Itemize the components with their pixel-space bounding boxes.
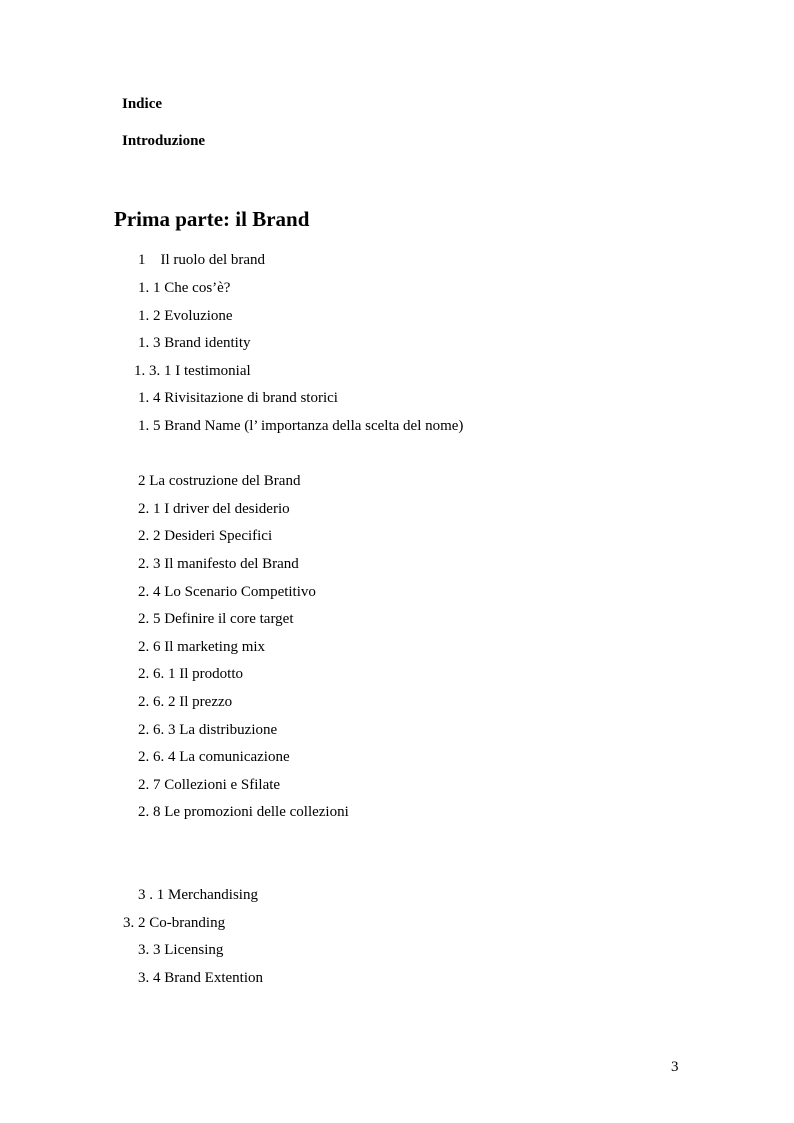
index-heading: Indice: [122, 96, 163, 112]
toc-entry: 3. 3 Licensing: [138, 942, 224, 958]
toc-entry: 2. 8 Le promozioni delle collezioni: [138, 804, 349, 820]
toc-entry: 2. 6. 2 Il prezzo: [138, 694, 233, 710]
introduction-heading: Introduzione: [122, 133, 206, 149]
toc-entry: 1. 3 Brand identity: [138, 335, 251, 351]
page-number: 3: [671, 1059, 679, 1075]
toc-entry: 1. 1 Che cos’è?: [138, 280, 231, 296]
toc-entry: 3 . 1 Merchandising: [138, 887, 258, 903]
toc-entry: 2. 6 Il marketing mix: [138, 639, 266, 655]
toc-entry: 1. 4 Rivisitazione di brand storici: [138, 390, 338, 406]
toc-entry: 2. 4 Lo Scenario Competitivo: [138, 584, 316, 600]
toc-entry: 2. 1 I driver del desiderio: [138, 501, 290, 517]
toc-entry: 2. 7 Collezioni e Sfilate: [138, 777, 281, 793]
toc-entry: 2. 3 Il manifesto del Brand: [138, 556, 299, 572]
part-title: Prima parte: il Brand: [114, 207, 310, 231]
toc-entry: 1. 3. 1 I testimonial: [134, 363, 251, 379]
toc-entry: 3. 2 Co-branding: [123, 915, 226, 931]
toc-entry: 2 La costruzione del Brand: [138, 473, 301, 489]
toc-entry: 1. 5 Brand Name (l’ importanza della scelta del nome): [138, 418, 464, 434]
toc-entry: 2. 6. 3 La distribuzione: [138, 722, 278, 738]
toc-entry: 2. 6. 1 Il prodotto: [138, 666, 243, 682]
toc-entry: 3. 4 Brand Extention: [138, 970, 263, 986]
toc-entry: 2. 2 Desideri Specifici: [138, 528, 273, 544]
toc-entry: 1 Il ruolo del brand: [138, 252, 266, 268]
toc-entry: 2. 6. 4 La comunicazione: [138, 749, 290, 765]
toc-entry: 1. 2 Evoluzione: [138, 308, 233, 324]
toc-entry: 2. 5 Definire il core target: [138, 611, 294, 627]
